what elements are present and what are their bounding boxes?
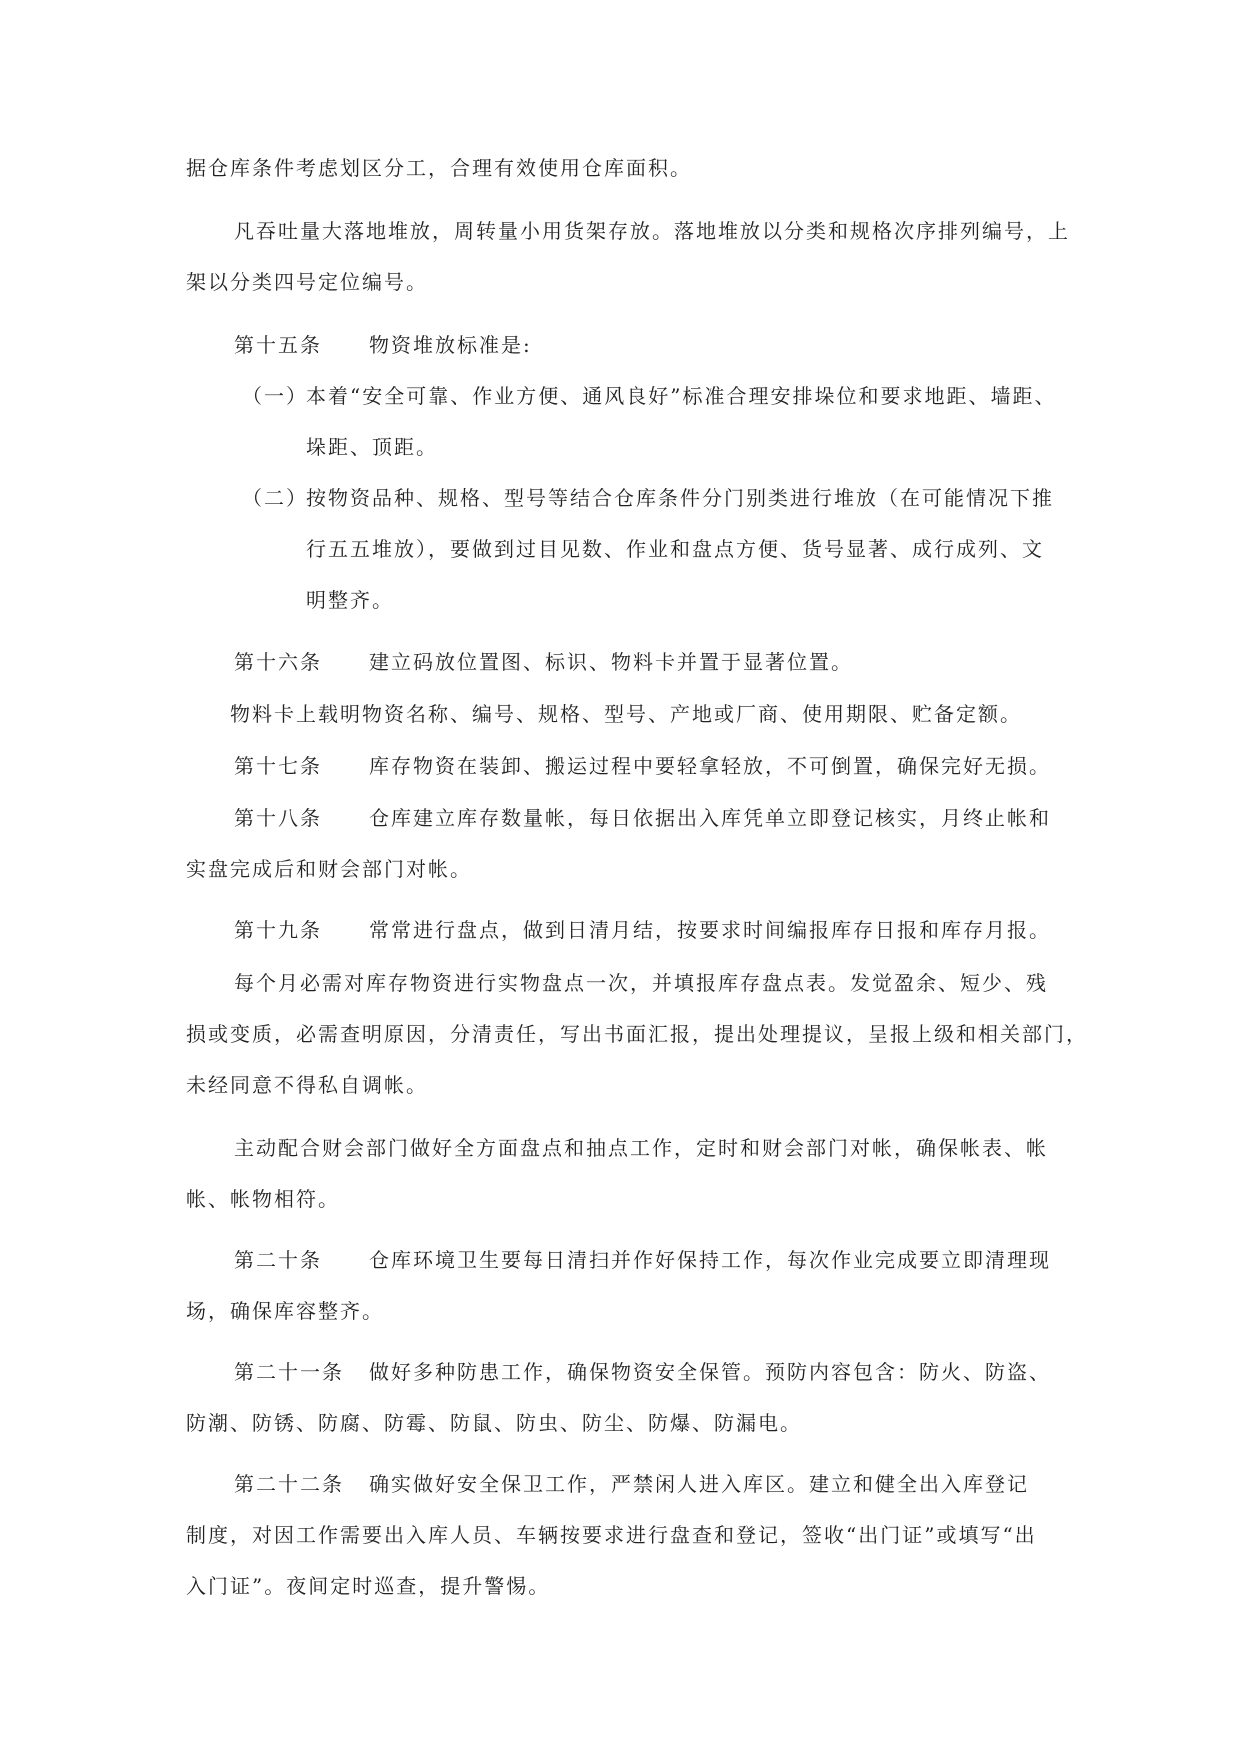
article-number: 第二十二条 bbox=[234, 1472, 344, 1496]
article-number: 第二十一条 bbox=[234, 1360, 344, 1384]
list-item-continuation: 垛距、顶距。 bbox=[306, 435, 438, 459]
article-number: 第十九条 bbox=[234, 918, 322, 942]
paragraph-line: 每个月必需对库存物资进行实物盘点一次，并填报库存盘点表。发觉盈余、短少、残 bbox=[234, 971, 1048, 995]
article-heading: 第十五条 物资堆放标准是: bbox=[234, 330, 532, 360]
article-heading: 第十六条 建立码放位置图、标识、物料卡并置于显著位置。 bbox=[234, 647, 853, 677]
paragraph-line: 场，确保库容整齐。 bbox=[186, 1299, 384, 1323]
article-heading: 第十七条 库存物资在装卸、搬运过程中要轻拿轻放，不可倒置，确保完好无损。 bbox=[234, 751, 1051, 781]
article-heading: 第二十条 仓库环境卫生要每日清扫并作好保持工作，每次作业完成要立即清理现 bbox=[234, 1245, 1051, 1275]
list-item: （一）本着“安全可靠、作业方便、通风良好”标准合理安排垛位和要求地距、墙距、 bbox=[242, 381, 1056, 411]
paragraph-line: 物料卡上载明物资名称、编号、规格、型号、产地或厂商、使用期限、贮备定额。 bbox=[230, 702, 1022, 726]
paragraph-line: 架以分类四号定位编号。 bbox=[186, 270, 428, 294]
article-number: 第十八条 bbox=[234, 806, 322, 830]
item-number: （一） bbox=[242, 384, 308, 408]
paragraph-line: 入门证”。夜间定时巡查，提升警惕。 bbox=[186, 1574, 551, 1598]
article-heading: 第二十二条 确实做好安全保卫工作，严禁闲人进入库区。建立和健全出入库登记 bbox=[234, 1469, 1029, 1499]
list-item-continuation: 行五五堆放），要做到过目见数、作业和盘点方便、货号显著、成行成列、文 bbox=[306, 537, 1044, 561]
paragraph-line: 据仓库条件考虑划区分工，合理有效使用仓库面积。 bbox=[186, 156, 692, 180]
article-number: 第二十条 bbox=[234, 1248, 322, 1272]
paragraph-line: 实盘完成后和财会部门对帐。 bbox=[186, 857, 472, 881]
paragraph-line: 凡吞吐量大落地堆放，周转量小用货架存放。落地堆放以分类和规格次序排列编号，上 bbox=[234, 219, 1070, 243]
article-number: 第十七条 bbox=[234, 754, 322, 778]
paragraph-line: 主动配合财会部门做好全方面盘点和抽点工作，定时和财会部门对帐，确保帐表、帐 bbox=[234, 1136, 1048, 1160]
list-item: （二）按物资品种、规格、型号等结合仓库条件分门别类进行堆放（在可能情况下推 bbox=[242, 483, 1054, 513]
paragraph-line: 制度，对因工作需要出入库人员、车辆按要求进行盘查和登记，签收“出门证”或填写“出 bbox=[186, 1523, 1037, 1547]
article-number: 第十六条 bbox=[234, 650, 322, 674]
article-heading: 第十九条 常常进行盘点，做到日清月结，按要求时间编报库存日报和库存月报。 bbox=[234, 915, 1051, 945]
article-heading: 第二十一条 做好多种防患工作，确保物资安全保管。预防内容包含：防火、防盗、 bbox=[234, 1357, 1051, 1387]
article-heading: 第十八条 仓库建立库存数量帐，每日依据出入库凭单立即登记核实，月终止帐和 bbox=[234, 803, 1051, 833]
item-number: （二） bbox=[242, 486, 308, 510]
paragraph-line: 防潮、防锈、防腐、防霉、防鼠、防虫、防尘、防爆、防漏电。 bbox=[186, 1411, 802, 1435]
paragraph-line: 未经同意不得私自调帐。 bbox=[186, 1073, 428, 1097]
paragraph-line: 帐、帐物相符。 bbox=[186, 1187, 340, 1211]
article-number: 第十五条 bbox=[234, 333, 322, 357]
list-item-continuation: 明整齐。 bbox=[306, 588, 394, 612]
paragraph-line: 损或变质，必需查明原因，分清责任，写出书面汇报，提出处理提议，呈报上级和相关部门， bbox=[186, 1022, 1088, 1046]
